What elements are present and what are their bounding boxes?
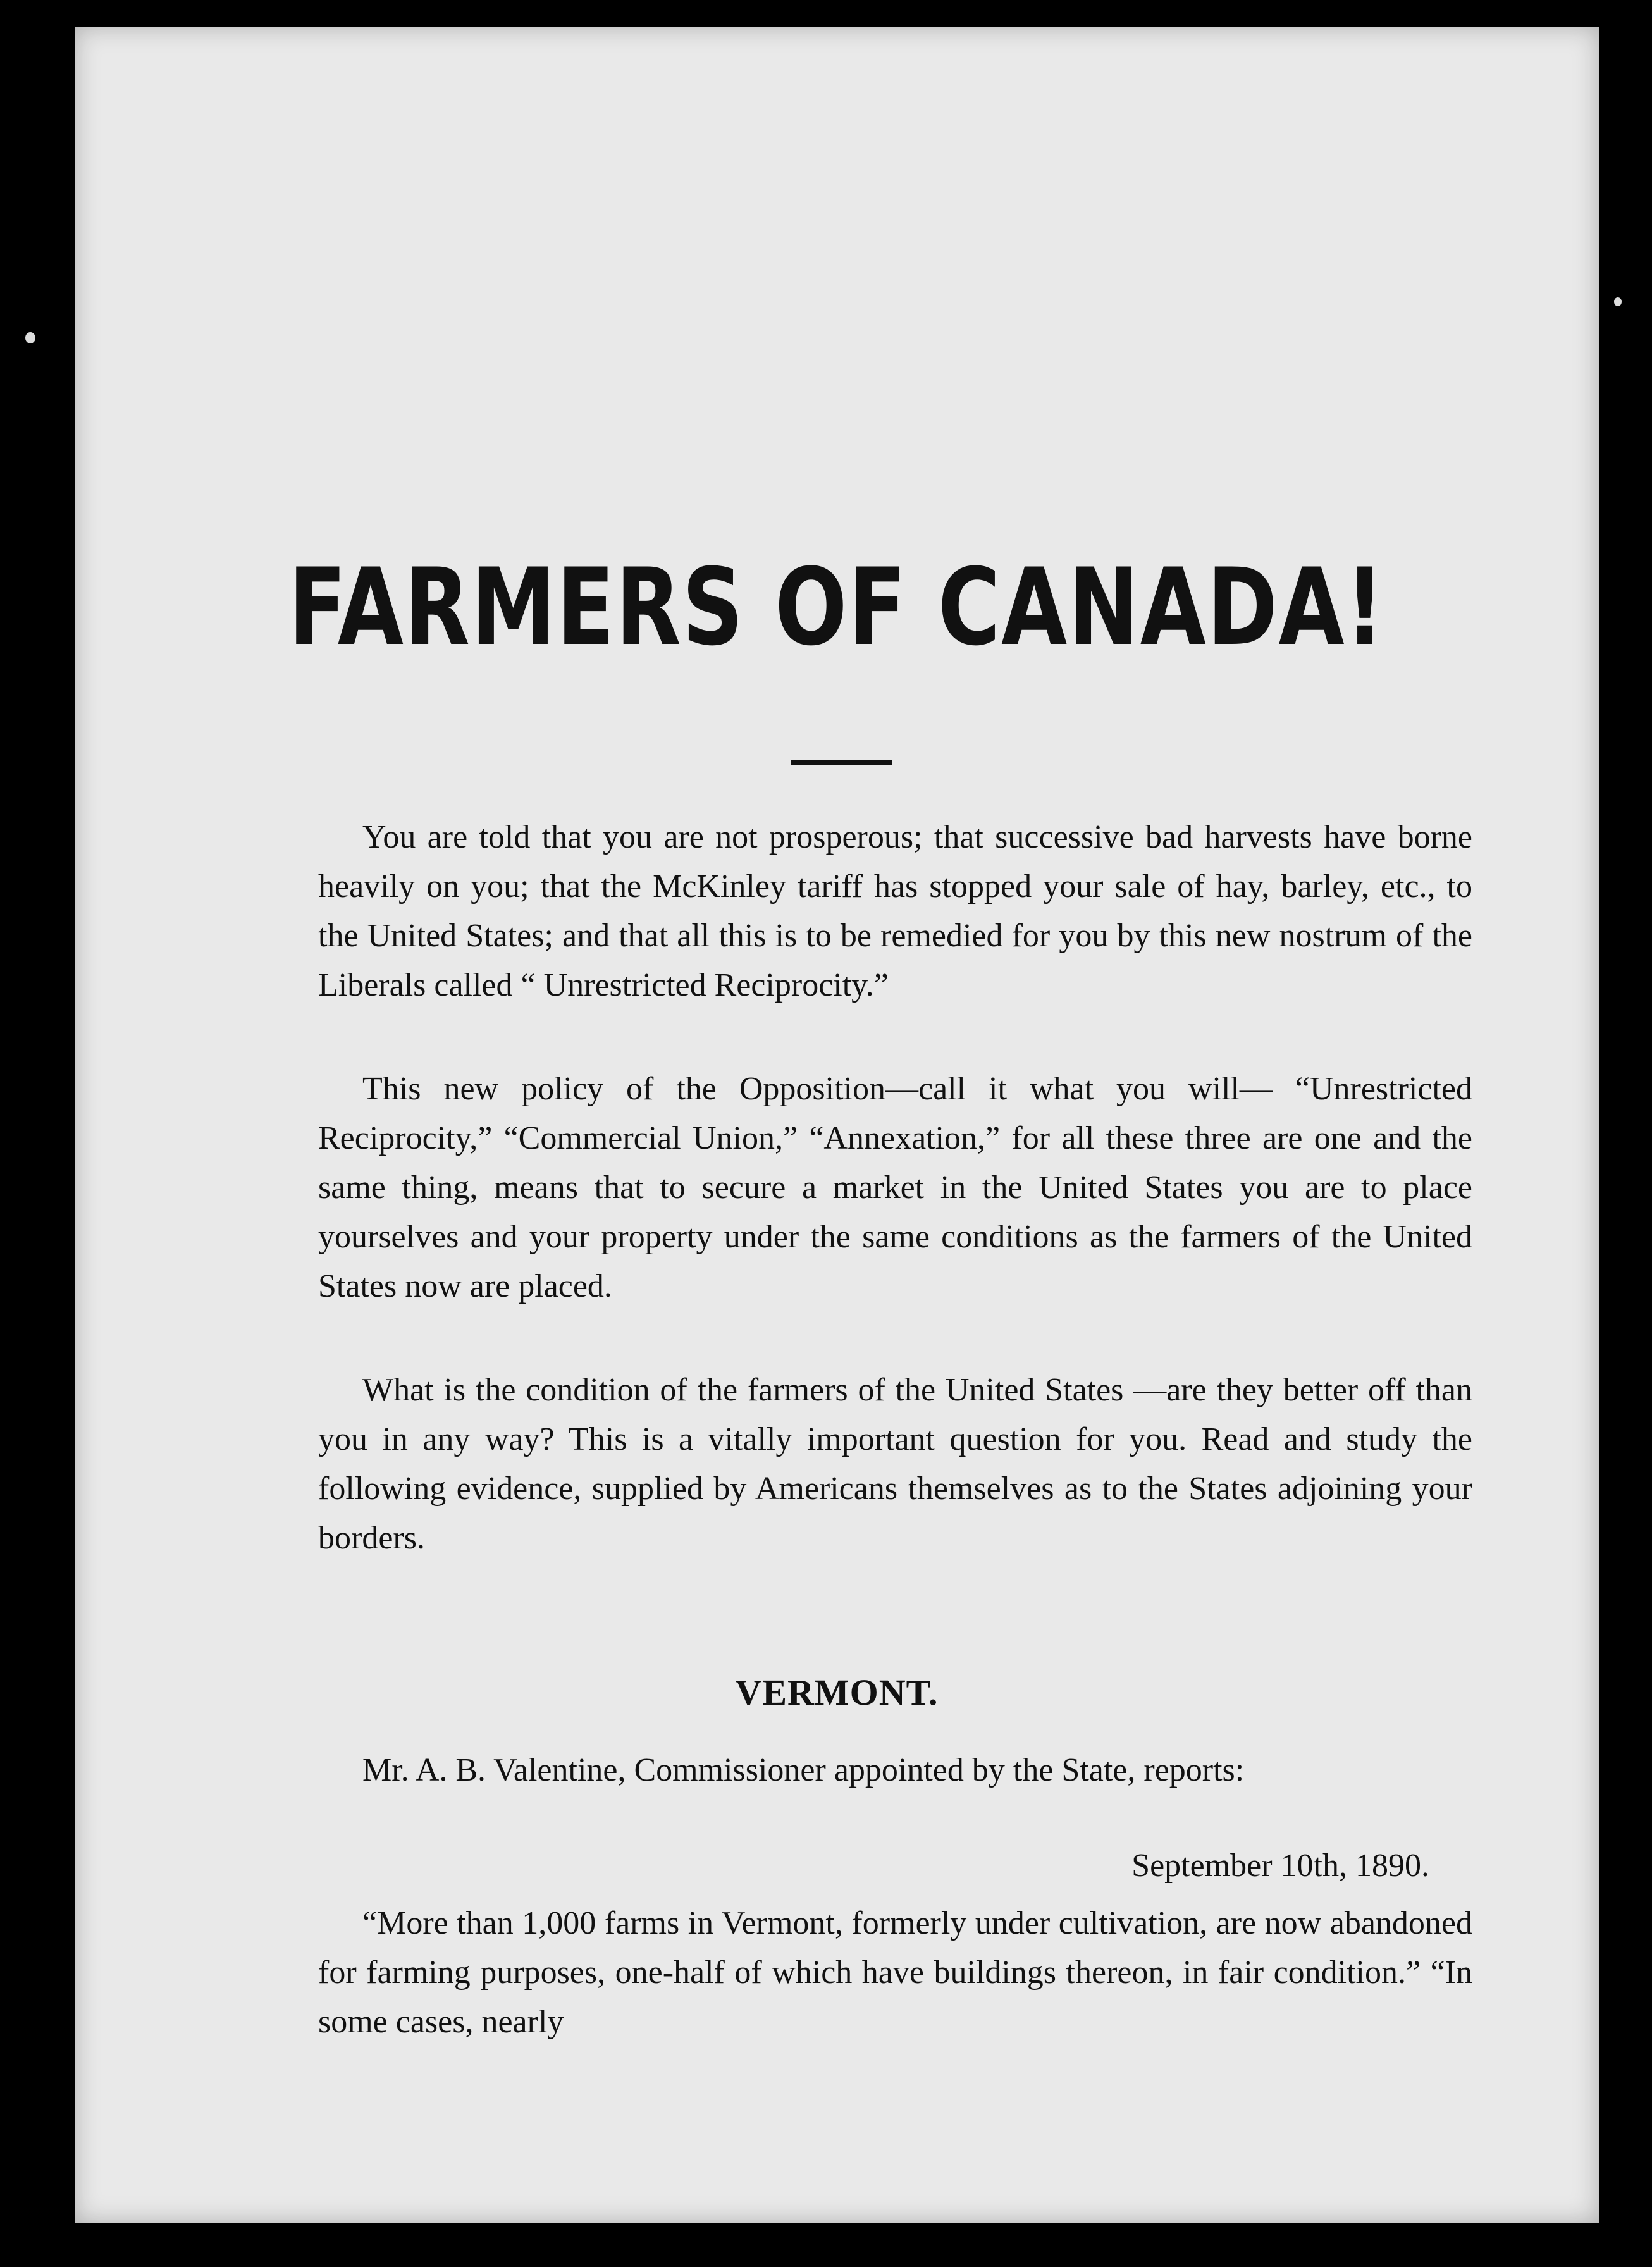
section-heading: VERMONT. (735, 1672, 939, 1713)
scan-speck (1614, 297, 1622, 306)
paragraph-3: What is the condition of the farmers of the United States —are they better off than you in any way? This is a vitally important question for you. Read and study the following evidence, supplied by Americans themselves as to the States adjoining your borders. (318, 1372, 1472, 1556)
title-rule (791, 760, 892, 765)
paragraph-2: This new policy of the Opposition—call it what you will— “Unrestricted Reciprocity,” “Commercial Union,” “Annexation,” for all these three are one and the same thing, means that to secure a market in the United States you are to place yourselves and your property under the same conditions as the farmers of the United States now are placed. (318, 1071, 1472, 1304)
paper-sheet (75, 27, 1599, 2223)
paragraph-1: You are told that you are not prosperous; that successive bad harvests have borne heavily on you; that the McKinley tariff has stopped your sale of hay, barley, etc., to the United States; and that all this is to be remedied for you by this new nostrum of the Liberals called “ Unrestricted Reciprocity.” (318, 819, 1472, 1003)
report-quote: “More than 1,000 farms in Vermont, formerly under cultivation, are now abandoned for farming purposes, one-half of which have buildings thereon, in fair condition.” “In some cases, nearly (318, 1905, 1472, 2040)
scan-speck (25, 332, 35, 343)
page-title: FARMERS OF CANADA! (288, 545, 1386, 669)
report-intro: Mr. A. B. Valentine, Commissioner appointed by the State, reports: (362, 1752, 1245, 1788)
report-date: September 10th, 1890. (1131, 1848, 1429, 1884)
